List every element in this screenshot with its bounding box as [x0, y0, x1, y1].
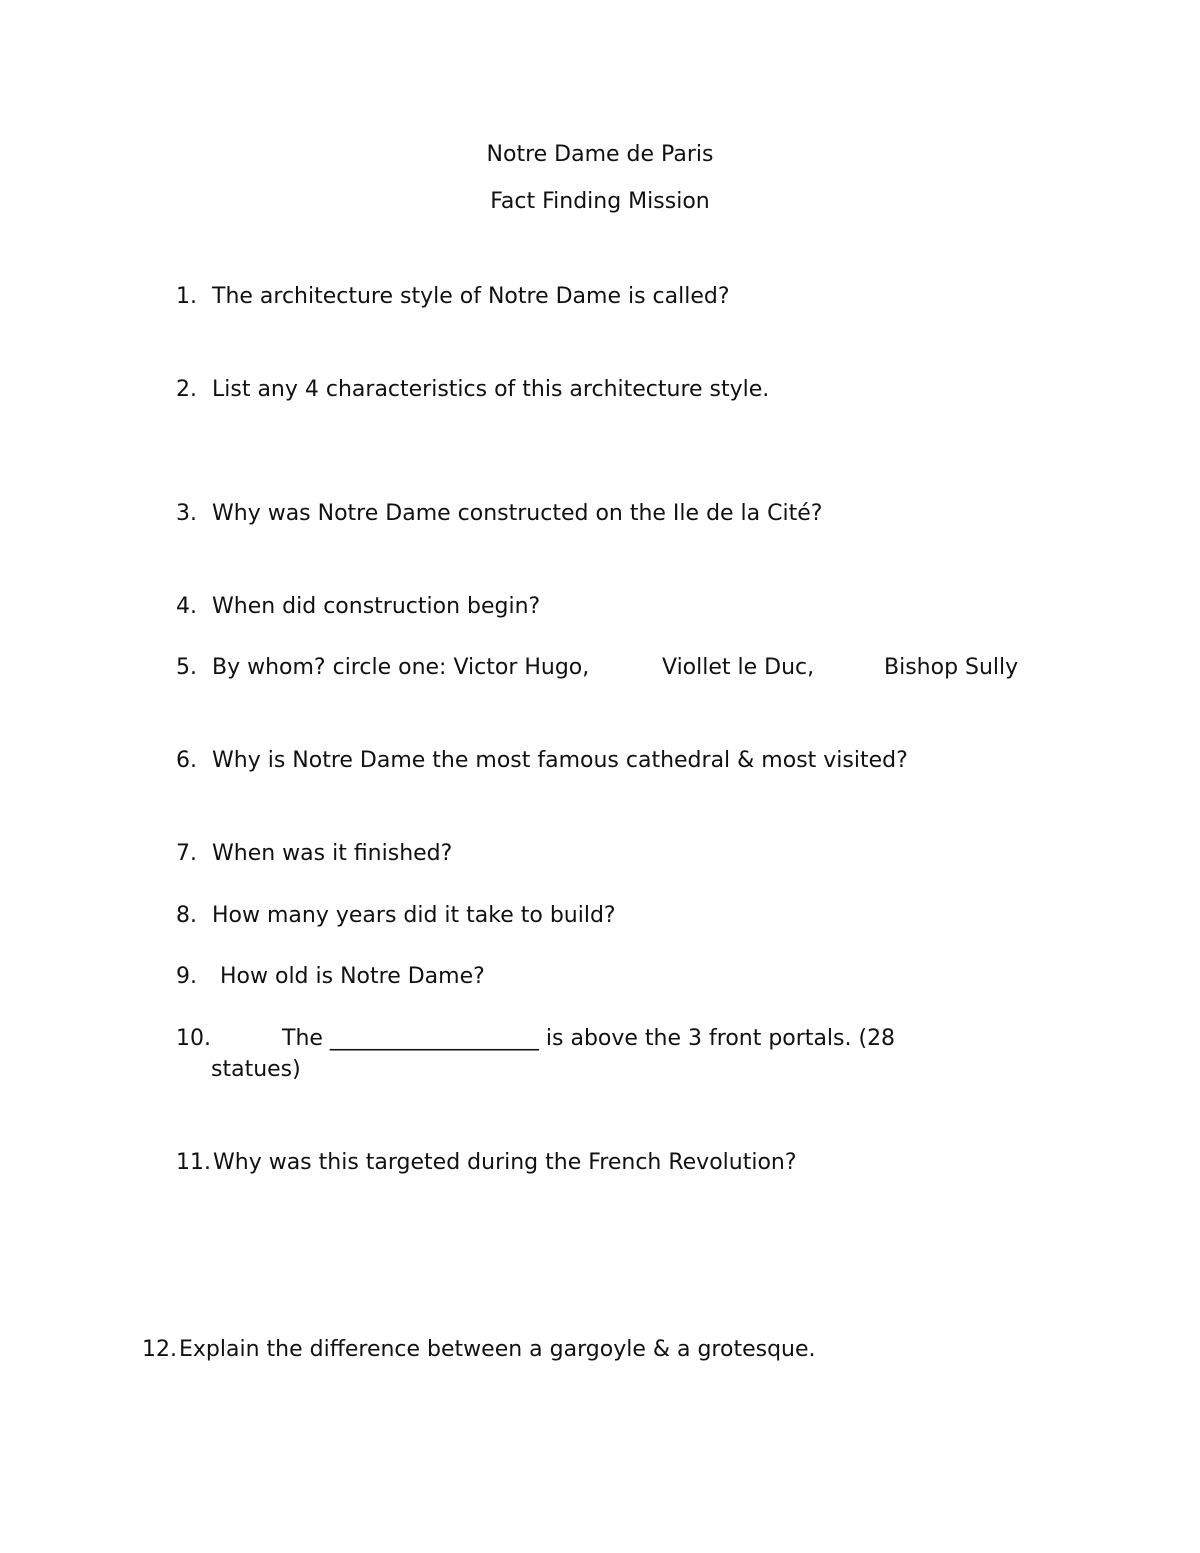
- question-text: Explain the difference between a gargoyle & a grotesque.: [179, 1337, 816, 1362]
- question-number: 12.: [142, 1337, 177, 1362]
- question-number: 11.: [176, 1150, 211, 1175]
- question-text: How old is Notre Dame?: [220, 964, 485, 989]
- worksheet-subtitle: Fact Finding Mission: [490, 189, 710, 214]
- question-number: 3.: [176, 501, 197, 526]
- question-number: 1.: [176, 284, 197, 309]
- question-text: The architecture style of Notre Dame is called?: [212, 284, 730, 309]
- question-text: Why was Notre Dame constructed on the Ile de la Cité?: [212, 501, 823, 526]
- question-number: 6.: [176, 748, 197, 773]
- question-text: By whom? circle one: Victor Hugo,: [212, 655, 590, 680]
- question-text: When did construction begin?: [212, 594, 541, 619]
- answer-option-viollet-le-duc: Viollet le Duc,: [662, 655, 815, 680]
- question-number: 2.: [176, 377, 197, 402]
- question-number: 4.: [176, 594, 197, 619]
- question-number: 8.: [176, 903, 197, 928]
- question-text: Why is Notre Dame the most famous cathedral & most visited?: [212, 748, 908, 773]
- question-10-continuation: statues): [211, 1057, 301, 1082]
- question-number: 9.: [176, 964, 197, 989]
- question-text: When was it finished?: [212, 841, 453, 866]
- question-number: 5.: [176, 655, 197, 680]
- question-number: 10.: [176, 1026, 211, 1051]
- question-text: The ___________________ is above the 3 front portals. (28: [282, 1026, 896, 1051]
- question-text: How many years did it take to build?: [212, 903, 616, 928]
- worksheet-title: Notre Dame de Paris: [486, 142, 714, 167]
- answer-option-bishop-sully: Bishop Sully: [884, 655, 1019, 680]
- question-text: Why was this targeted during the French Revolution?: [213, 1150, 797, 1175]
- question-number: 7.: [176, 841, 197, 866]
- question-text: List any 4 characteristics of this architecture style.: [212, 377, 770, 402]
